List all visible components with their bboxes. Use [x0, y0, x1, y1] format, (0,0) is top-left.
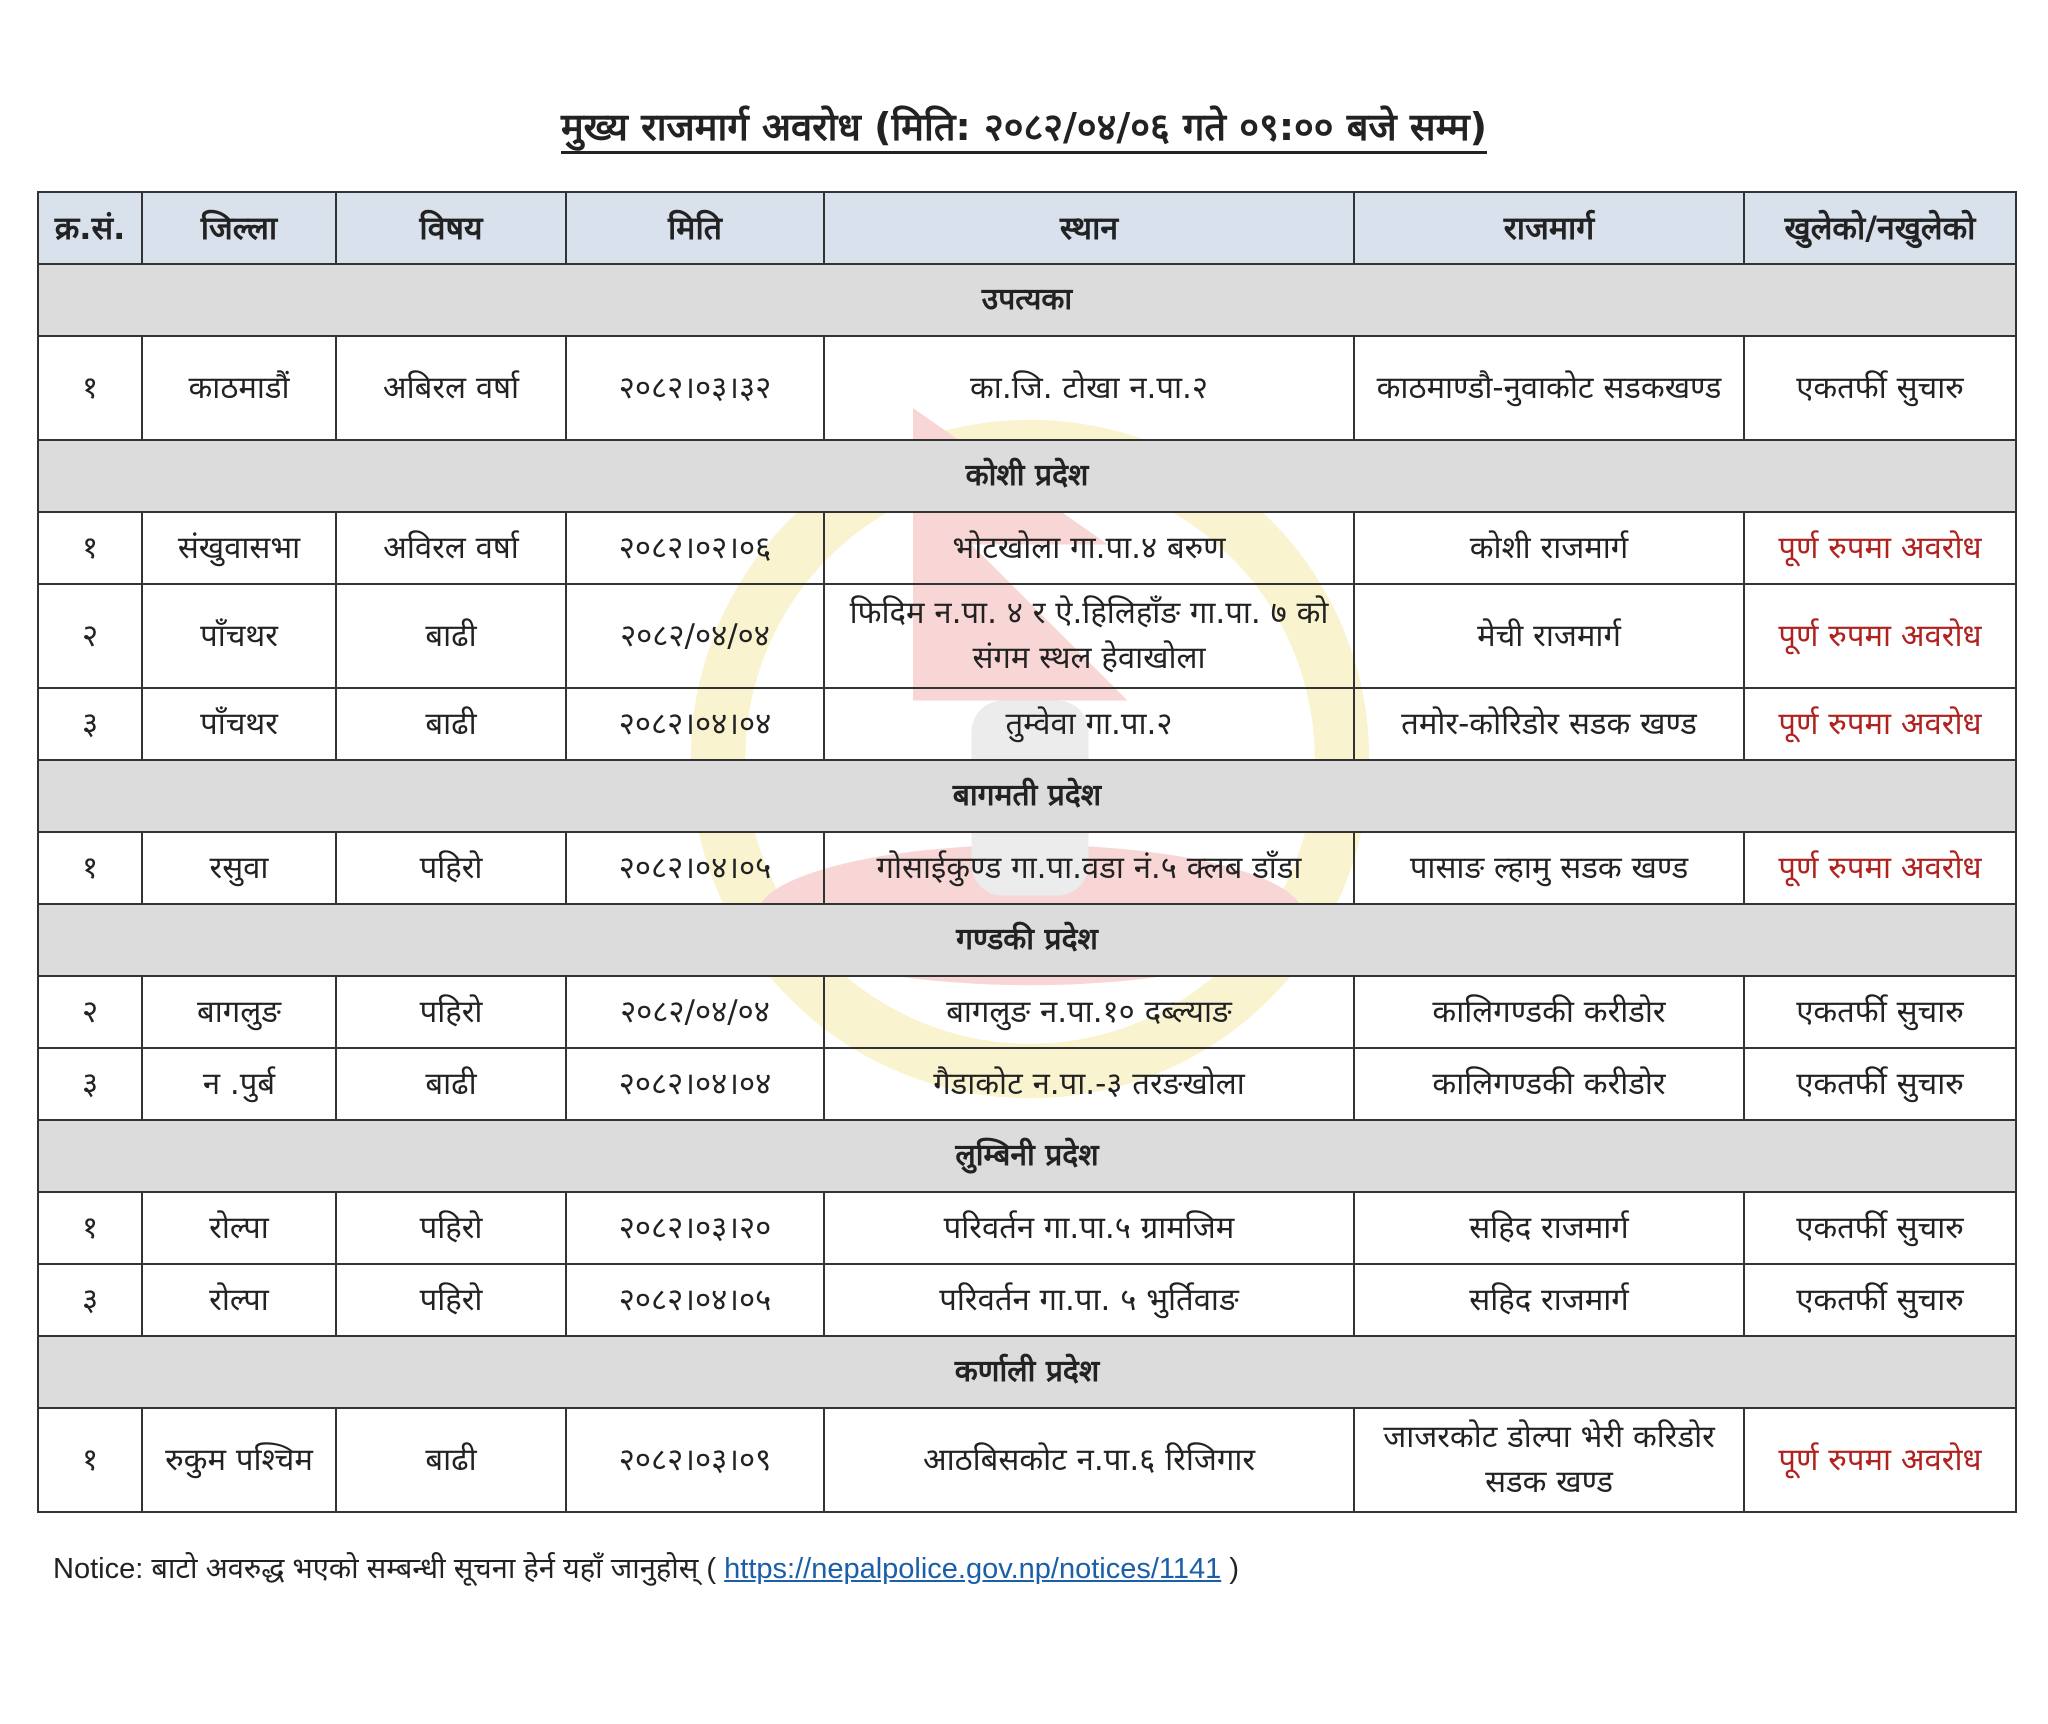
- place-cell: गैडाकोट न.पा.-३ तरङखोला: [824, 1048, 1354, 1120]
- place-cell: परिवर्तन गा.पा.५ ग्रामजिम: [824, 1192, 1354, 1264]
- place-cell: परिवर्तन गा.पा. ५ भुर्तिवाङ: [824, 1264, 1354, 1336]
- subject-cell: पहिरो: [336, 1264, 566, 1336]
- highway-cell: मेची राजमार्ग: [1354, 584, 1744, 688]
- subject-cell: बाढी: [336, 584, 566, 688]
- district-cell: संखुवासभा: [142, 512, 336, 584]
- table-row: [38, 584, 2016, 688]
- serial-number-cell: २: [38, 584, 142, 688]
- serial-number-cell: १: [38, 1192, 142, 1264]
- place-cell: फिदिम न.पा. ४ र ऐ.हिलिहाँङ गा.पा. ७ को संगम स्थल हेवाखोला: [824, 584, 1354, 688]
- region-row: [38, 1336, 2016, 1408]
- date-cell: २०८२।०४।०५: [566, 832, 824, 904]
- subject-cell: पहिरो: [336, 832, 566, 904]
- column-header: मिति: [566, 192, 824, 264]
- subject-cell: बाढी: [336, 1048, 566, 1120]
- subject-cell: अविरल वर्षा: [336, 512, 566, 584]
- notice-link[interactable]: https://nepalpolice.gov.np/notices/1141: [724, 1553, 1222, 1585]
- status-cell: पूर्ण रुपमा अवरोध: [1744, 1408, 2016, 1512]
- date-cell: २०८२।०४।०४: [566, 1048, 824, 1120]
- highway-cell: जाजरकोट डोल्पा भेरी करिडोर सडक खण्ड: [1354, 1408, 1744, 1512]
- table-row: [38, 1408, 2016, 1512]
- district-cell: काठमाडौं: [142, 336, 336, 440]
- region-label: कोशी प्रदेश: [38, 440, 2016, 512]
- table-row: [38, 336, 2016, 440]
- place-cell: गोसाईकुण्ड गा.पा.वडा नं.५ क्लब डाँडा: [824, 832, 1354, 904]
- subject-cell: पहिरो: [336, 1192, 566, 1264]
- table-row: [38, 512, 2016, 584]
- district-cell: रोल्पा: [142, 1264, 336, 1336]
- date-cell: २०८२/०४/०४: [566, 976, 824, 1048]
- place-cell: बागलुङ न.पा.१० दब्ल्याङ: [824, 976, 1354, 1048]
- region-label: गण्डकी प्रदेश: [38, 904, 2016, 976]
- notice-suffix: ): [1229, 1553, 1239, 1585]
- region-label: उपत्यका: [38, 264, 2016, 336]
- date-cell: २०८२/०४/०४: [566, 584, 824, 688]
- highway-cell: कालिगण्डकी करीडोर: [1354, 1048, 1744, 1120]
- highway-cell: सहिद राजमार्ग: [1354, 1192, 1744, 1264]
- serial-number-cell: १: [38, 512, 142, 584]
- region-row: [38, 264, 2016, 336]
- table-row: [38, 976, 2016, 1048]
- date-cell: २०८२।०३।३२: [566, 336, 824, 440]
- column-header: राजमार्ग: [1354, 192, 1744, 264]
- table-row: [38, 1264, 2016, 1336]
- serial-number-cell: १: [38, 832, 142, 904]
- date-cell: २०८२।०३।२०: [566, 1192, 824, 1264]
- table-row: [38, 1192, 2016, 1264]
- subject-cell: बाढी: [336, 688, 566, 760]
- table-header-row: [38, 192, 2016, 264]
- column-header: खुलेको/नखुलेको: [1744, 192, 2016, 264]
- table-row: [38, 1048, 2016, 1120]
- subject-cell: बाढी: [336, 1408, 566, 1512]
- region-row: [38, 1120, 2016, 1192]
- status-cell: पूर्ण रुपमा अवरोध: [1744, 512, 2016, 584]
- subject-cell: पहिरो: [336, 976, 566, 1048]
- region-label: लुम्बिनी प्रदेश: [38, 1120, 2016, 1192]
- highway-cell: काठमाण्डौ-नुवाकोट सडकखण्ड: [1354, 336, 1744, 440]
- place-cell: तुम्वेवा गा.पा.२: [824, 688, 1354, 760]
- status-cell: पूर्ण रुपमा अवरोध: [1744, 832, 2016, 904]
- date-cell: २०८२।०२।०६: [566, 512, 824, 584]
- status-cell: एकतर्फी सुचारु: [1744, 1048, 2016, 1120]
- date-cell: २०८२।०३।०९: [566, 1408, 824, 1512]
- notice-prefix: Notice: बाटो अवरुद्ध भएको सम्बन्धी सूचना हेर्न यहाँ जानुहोस् (: [53, 1553, 717, 1585]
- district-cell: पाँचथर: [142, 584, 336, 688]
- page-title: मुख्य राजमार्ग अवरोध (मिति: २०८२/०४/०६ गते ०९:०० बजे सम्म): [0, 100, 2048, 152]
- region-row: [38, 760, 2016, 832]
- place-cell: भोटखोला गा.पा.४ बरुण: [824, 512, 1354, 584]
- status-cell: एकतर्फी सुचारु: [1744, 1192, 2016, 1264]
- highway-cell: पासाङ ल्हामु सडक खण्ड: [1354, 832, 1744, 904]
- status-cell: पूर्ण रुपमा अवरोध: [1744, 584, 2016, 688]
- region-row: [38, 440, 2016, 512]
- date-cell: २०८२।०४।०४: [566, 688, 824, 760]
- highway-cell: कोशी राजमार्ग: [1354, 512, 1744, 584]
- serial-number-cell: ३: [38, 1264, 142, 1336]
- table-row: [38, 688, 2016, 760]
- highway-cell: सहिद राजमार्ग: [1354, 1264, 1744, 1336]
- column-header: जिल्ला: [142, 192, 336, 264]
- place-cell: आठबिसकोट न.पा.६ रिजिगार: [824, 1408, 1354, 1512]
- status-cell: एकतर्फी सुचारु: [1744, 976, 2016, 1048]
- subject-cell: अबिरल वर्षा: [336, 336, 566, 440]
- district-cell: रोल्पा: [142, 1192, 336, 1264]
- column-header: विषय: [336, 192, 566, 264]
- table-row: [38, 832, 2016, 904]
- district-cell: रुकुम पश्चिम: [142, 1408, 336, 1512]
- status-cell: एकतर्फी सुचारु: [1744, 1264, 2016, 1336]
- district-cell: रसुवा: [142, 832, 336, 904]
- table-body: [38, 264, 2016, 1512]
- region-row: [38, 904, 2016, 976]
- serial-number-cell: ३: [38, 688, 142, 760]
- status-cell: पूर्ण रुपमा अवरोध: [1744, 688, 2016, 760]
- notice-text: [53, 1548, 1239, 1587]
- district-cell: न .पुर्ब: [142, 1048, 336, 1120]
- serial-number-cell: ३: [38, 1048, 142, 1120]
- status-cell: एकतर्फी सुचारु: [1744, 336, 2016, 440]
- region-label: कर्णाली प्रदेश: [38, 1336, 2016, 1408]
- highway-blockage-table: [37, 191, 2017, 1513]
- column-header: स्थान: [824, 192, 1354, 264]
- highway-cell: तमोर-कोरिडोर सडक खण्ड: [1354, 688, 1744, 760]
- serial-number-cell: १: [38, 1408, 142, 1512]
- highway-cell: कालिगण्डकी करीडोर: [1354, 976, 1744, 1048]
- district-cell: पाँचथर: [142, 688, 336, 760]
- serial-number-cell: २: [38, 976, 142, 1048]
- serial-number-cell: १: [38, 336, 142, 440]
- column-header: क्र.सं.: [38, 192, 142, 264]
- region-label: बागमती प्रदेश: [38, 760, 2016, 832]
- date-cell: २०८२।०४।०५: [566, 1264, 824, 1336]
- place-cell: का.जि. टोखा न.पा.२: [824, 336, 1354, 440]
- district-cell: बागलुङ: [142, 976, 336, 1048]
